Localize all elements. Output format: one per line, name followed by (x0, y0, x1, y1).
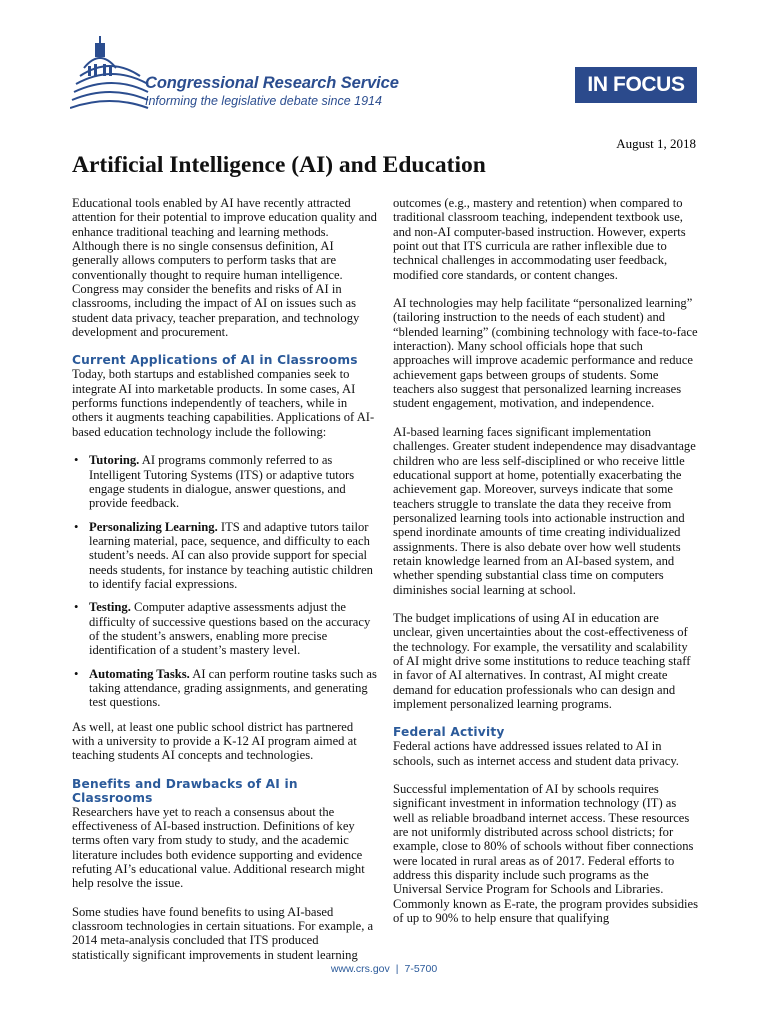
list-item: • Tutoring. AI programs commonly referred to as Intelligent Tutoring Systems (ITS) or adaptive tutors engage students in dialogue, answer questions, and provide feedback. (74, 453, 355, 511)
list-item: • Automating Tasks. AI can perform routine tasks such as taking attendance, grading assignments, and generating test questions. (74, 666, 377, 710)
tagline: Informing the legislative debate since 1914 (145, 94, 382, 108)
bullet-icon: • (74, 666, 79, 681)
bullet-icon: • (74, 600, 79, 615)
footer-separator: | (395, 963, 399, 975)
benefits-paragraph-2: Some studies have found benefits to using AI-based classroom technologies in certain situations. For example, a 2014 meta-analysis concluded that ITS produced statistically significant improvements in student learning (72, 904, 374, 962)
list-item: • Personalizing Learning. ITS and adaptive tutors tailor learning material, pace, sequence, and difficulty to each student’s needs. AI can also provide support for special needs students, for instance by teaching autistic children to identify facial expressions. (74, 519, 373, 591)
benefits-paragraph-1: Researchers have yet to reach a consensus about the effectiveness of AI-based instruction. Definitions of key terms often vary from study to study, and the academic literature includes both evidence supporting and evidence refuting AI’s educational value. Additional research might help resolve the issue. (72, 804, 365, 891)
intro-paragraph: Educational tools enabled by AI have recently attracted attention for their potential to improve education quality and enhance traditional teaching and learning methods. Although there is no single consensus definition, AI generally allows computers to perform tasks that are conventionally thought to require human intelligence. Congress may consider the benefits and risks of AI in classrooms, including the impact of AI on issues such as student data privacy, teacher preparation, and technology development and procurement. (72, 196, 377, 340)
section-heading-benefits-drawbacks: Benefits and Drawbacks of AI in Classrooms (72, 776, 298, 805)
bullet-icon: • (74, 519, 79, 534)
list-item: • Testing. Computer adaptive assessments adjust the difficulty of successive questions based on the accuracy of the student’s answers, enabling more precise identification of a student’s mastery level. (74, 600, 371, 658)
section-heading-federal-activity: Federal Activity (393, 725, 505, 740)
capitol-dome-logo-icon (70, 34, 150, 110)
document-title: Artificial Intelligence (AI) and Education (72, 152, 486, 178)
org-name: Congressional Research Service (145, 74, 399, 92)
left-column (72, 196, 377, 976)
district-paragraph: As well, at least one public school district has partnered with a university to provide a K-12 AI program aimed at teaching students AI concepts and technologies. (72, 719, 357, 763)
federal-paragraph-1: Federal actions have addressed issues related to AI in schools, such as internet access and student data privacy. (393, 739, 679, 768)
budget-paragraph: The budget implications of using AI in education are unclear, given uncertainties about the cost-effectiveness of the technology. For example, the versatility and scalability of AI might drive some institutions to reduce teaching staff in favor of AI alternatives. In contrast, AI might create demand for education professionals who can design and implement personalized learning programs. (393, 610, 691, 711)
page-footer (0, 963, 768, 975)
personalized-learning-paragraph: AI technologies may help facilitate “personalized learning” (tailoring instruction to the needs of each student) and “blended learning” (combining technology with face-to-face interaction). Many school officials hope that such approaches will improve academic performance and reduce achievement gaps between groups of students. Some teachers also suggest that personalized learning increases student engagement, motivation, and independence. (393, 296, 698, 411)
implementation-challenges-paragraph: AI-based learning faces significant implementation challenges. Greater student independence may disadvantage children who are less self-disciplined or who receive little educational support at home, potentially exacerbating the achievement gap. Moreover, surveys indicate that some teachers struggle to translate the data they receive from personalized learning tools into actionable instruction and spend inordinate amounts of time creating individualized assignments. There is also debate over how well students retain knowledge learned from an AI-based system, and whether spending substantial class time on computers diminishes social learning at school. (393, 424, 696, 597)
right-column (393, 196, 698, 939)
federal-paragraph-2: Successful implementation of AI by schools requires significant investment in information technology (IT) as well as reliable broadband internet access. These resources are not uniformly distributed across school districts; for example, close to 80% of schools without fiber connections were located in rural areas as of 2017. Federal efforts to address this disparity include such programs as the Universal Service Program for Schools and Libraries. Commonly known as E-rate, the program provides subsidies of up to 90% to help ensure that qualifying (393, 782, 698, 926)
applications-list (72, 453, 377, 710)
footer-url-link[interactable]: www.crs.gov (330, 963, 390, 975)
section-heading-current-applications: Current Applications of AI in Classrooms (72, 353, 358, 368)
report-number: 7-5700 (404, 963, 438, 975)
publication-date: August 1, 2018 (616, 136, 696, 151)
bullet-icon: • (74, 453, 79, 468)
current-applications-paragraph: Today, both startups and established companies seek to integrate AI into marketable products. In some cases, AI performs functions independently of teachers, while in others it augments teaching capabilities. Applications of AI-based education technology include the following: (72, 367, 375, 439)
outcomes-paragraph: outcomes (e.g., mastery and retention) when compared to traditional classroom teaching, independent textbook use, and non-AI computer-based instruction. However, experts point out that ITS curricula are rather inflexible due to technical challenges in accommodating user feedback, modified core standards, or content changes. (393, 196, 686, 282)
in-focus-badge: IN FOCUS (575, 67, 697, 103)
